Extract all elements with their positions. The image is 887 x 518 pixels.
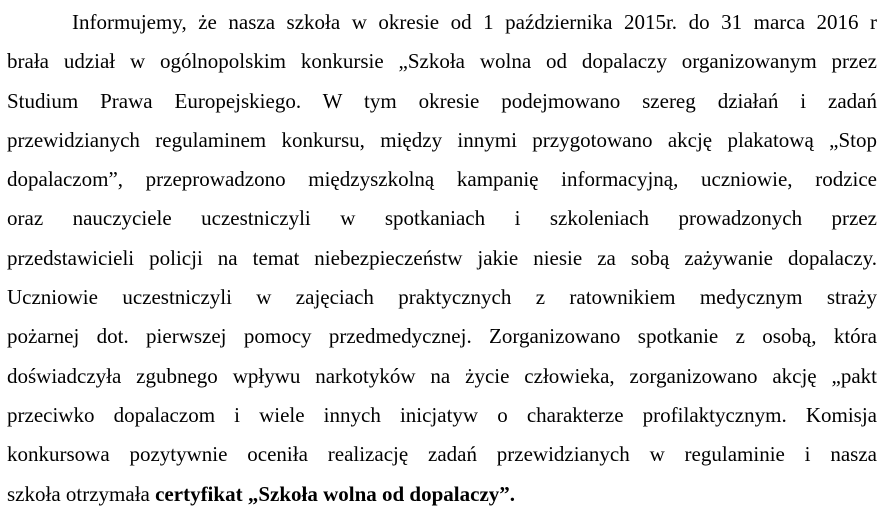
text-line-11: przeciwko dopalaczom i wiele innych inicjatyw o charakterze profilaktycznym. Komisja — [7, 403, 877, 427]
text-line-4: przewidzianych regulaminem konkursu, między innymi przygotowano akcję plakatową „Stop — [7, 128, 877, 152]
text-line-13 — [7, 478, 877, 510]
certificate-title: certyfikat „Szkoła wolna od dopalaczy”. — [155, 482, 516, 506]
text-line-13-plain: szkoła otrzymała — [7, 482, 156, 506]
text-line-6: oraz nauczyciele uczestniczyli w spotkaniach i szkoleniach prowadzonych przez — [7, 206, 877, 230]
text-line-7: przedstawicieli policji na temat niebezpieczeństw jakie niesie za sobą zażywanie dopalaczy. — [7, 246, 877, 270]
text-line-8: Uczniowie uczestniczyli w zajęciach praktycznych z ratownikiem medycznym straży — [7, 285, 877, 309]
text-line-1: Informujemy, że nasza szkoła w okresie od 1 października 2015r. do 31 marca 2016 r — [72, 10, 877, 34]
text-line-9: pożarnej dot. pierwszej pomocy przedmedycznej. Zorganizowano spotkanie z osobą, która — [7, 324, 877, 348]
text-line-12: konkursowa pozytywnie oceniła realizację zadań przewidzianych w regulaminie i nasza — [7, 442, 877, 466]
text-line-2: brała udział w ogólnopolskim konkursie „Szkoła wolna od dopalaczy organizowanym przez — [7, 49, 877, 73]
text-line-10: doświadczyła zgubnego wpływu narkotyków na życie człowieka, zorganizowano akcję „pakt — [7, 364, 877, 388]
text-line-3: Studium Prawa Europejskiego. W tym okresie podejmowano szereg działań i zadań — [7, 89, 877, 113]
text-line-5: dopalaczom”, przeprowadzono międzyszkolną kampanię informacyjną, uczniowie, rodzice — [7, 167, 877, 191]
